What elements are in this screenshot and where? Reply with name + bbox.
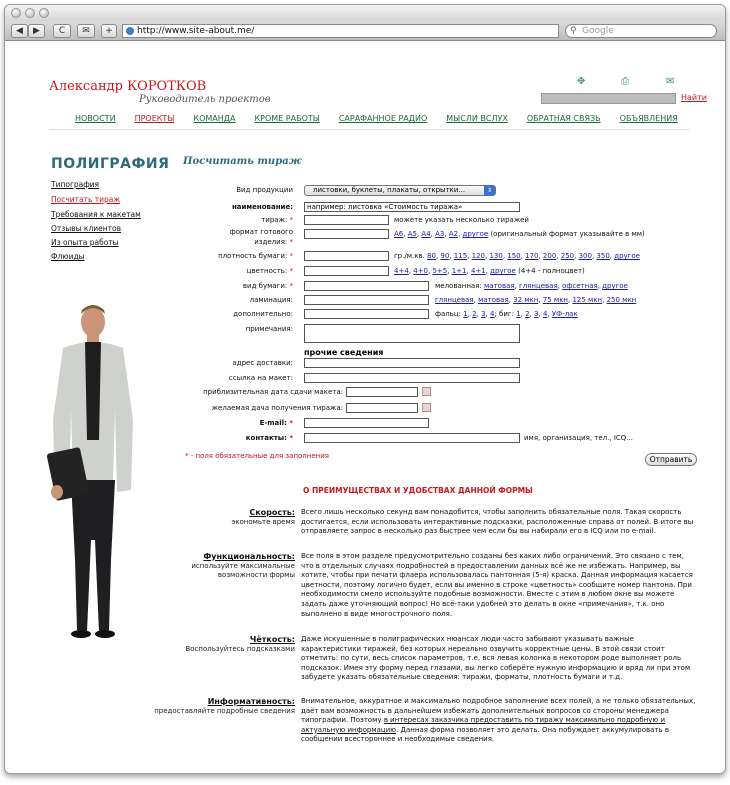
- contacts-input[interactable]: [304, 433, 520, 443]
- advantage-subheading: Воспользуйтесь подсказками: [185, 645, 295, 653]
- submit-button[interactable]: Отправить: [645, 453, 697, 466]
- format-a4[interactable]: А4: [421, 230, 431, 238]
- product-type-select[interactable]: [304, 185, 496, 196]
- fold-1[interactable]: 1: [463, 310, 468, 318]
- fold-2[interactable]: 2: [472, 310, 477, 318]
- paper-matte[interactable]: матовая: [484, 282, 515, 290]
- density-other[interactable]: другое: [614, 252, 640, 260]
- density-350[interactable]: 350: [596, 252, 610, 260]
- advantage-subheading: используйте максимальные возможности формы: [191, 562, 295, 579]
- home-icon[interactable]: ✥: [577, 76, 586, 87]
- minimize-window-button[interactable]: [25, 8, 35, 18]
- other-info-header: прочие сведения: [304, 348, 384, 357]
- globe-icon: [126, 27, 134, 35]
- paper-other[interactable]: другое: [602, 282, 628, 290]
- density-input[interactable]: [304, 251, 389, 261]
- search-placeholder: Google: [582, 26, 614, 36]
- format-label-2: изделия: *: [254, 238, 293, 246]
- advantage-text: Даже искушенные в полиграфических нюансах люди часто забывают указывать важные характеристики тиражей, без которых нереально озвучить корректные цены. В этой связи стоит отметить: по сути, весь список параметров, т.е. вся левая колонка в некотором роде выполняет роль подсказок. Имея эту форму перед глазами, вы легко соберёте нужную информацию и вряд ли при этом забудете указать обязательные сведения: тиражи, форматы, плотность бумаги и т.д.: [301, 635, 691, 682]
- comments-label: примечания:: [245, 325, 293, 333]
- address-bar[interactable]: [122, 24, 559, 38]
- due-date-label: приблизительная дата сдачи макета:: [203, 388, 343, 396]
- format-label: формат готового: [229, 228, 293, 236]
- name-input-value: например: листовка «Стоимость тиража»: [307, 203, 463, 211]
- find-link[interactable]: Найти: [681, 93, 707, 102]
- email-input[interactable]: [304, 418, 429, 428]
- run-note: можете указать несколько тиражей: [394, 216, 529, 224]
- search-icon: ⚲: [570, 26, 577, 36]
- browser-toolbar: [5, 21, 725, 41]
- sidebar-item-requirements[interactable]: Требования к макетам: [51, 210, 141, 219]
- crease-4[interactable]: 4: [542, 310, 548, 318]
- nav-projects[interactable]: ПРОЕКТЫ: [134, 114, 175, 123]
- advantage-subheading: предоставляйте подробные сведения: [154, 707, 295, 715]
- lam-matte[interactable]: матовая: [478, 296, 509, 304]
- format-other[interactable]: другое: [462, 230, 489, 238]
- paper-input[interactable]: [304, 281, 429, 291]
- lam-125[interactable]: 125 мкн: [572, 296, 603, 304]
- advantage-text: Всего лишь несколько секунд вам понадобится, чтобы заполнить обязательные поля. Такая скорость достигается, если использовать интерактивные подсказки, расположенные справа от полей. В итоге вы отправляете запрос в несколько раз быстрее чем если бы вы набирали его в ICQ или по e-mail.: [301, 508, 694, 536]
- lamination-options: глянцевая, матовая, 32 мкн, 75 мкн, 125 мкн, 250 мкн: [435, 296, 637, 304]
- add-bookmark-button[interactable]: +: [101, 24, 117, 38]
- advantage-heading: Скорость:: [249, 508, 295, 517]
- lam-250[interactable]: 250 мкн: [606, 296, 637, 304]
- calendar-icon[interactable]: [422, 403, 431, 412]
- advantage-heading: Функциональность:: [203, 552, 295, 561]
- crease-3[interactable]: 3: [534, 310, 539, 318]
- density-options: гр./м.кв. 80, 90, 115, 120, 130, 150, 170, 200, 250, 300, 350, другое: [394, 252, 640, 260]
- product-type-label: Вид продукции: [236, 186, 293, 194]
- paper-options: мелованная: матовая, глянцевая, офсетная, другое: [435, 282, 628, 290]
- format-a3[interactable]: А3: [435, 230, 445, 238]
- due-date-input[interactable]: [346, 387, 418, 397]
- format-a6[interactable]: А6: [394, 230, 404, 238]
- url-text: http://www.site-about.me/: [137, 26, 255, 36]
- density-130[interactable]: 130: [489, 252, 503, 260]
- page-content: [5, 42, 726, 774]
- crease-2[interactable]: 2: [525, 310, 530, 318]
- nav-ads[interactable]: ОБЪЯВЛЕНИЯ: [619, 114, 678, 123]
- density-80[interactable]: 80: [427, 252, 436, 260]
- receive-date-input[interactable]: [346, 403, 418, 413]
- advantage-text: Внимательное, аккуратное и максимально подробное заполнение всех полей, а не только обязательных, даёт вам возможность в дальнейшем избежать дополнительных вопросов со стороны менеджера типографии. Поэтому в интересах заказчика предоставить по тиражу максимально подробную и актуальную информацию. Данная форма позволяет это делать. Она побуждает аккумулировать в сообщении всестороннее и необходимые сведения.: [301, 697, 696, 744]
- email-label: E-mail: *: [259, 419, 293, 427]
- lam-glossy[interactable]: глянцевая: [435, 296, 474, 304]
- sidebar-item-reviews[interactable]: Отзывы клиентов: [51, 224, 122, 233]
- product-type-value: листовки, буклеты, плакаты, открытки...: [313, 186, 466, 194]
- sidebar-item-fluids[interactable]: Флюиды: [51, 252, 85, 261]
- main-nav: [75, 114, 697, 123]
- color-other[interactable]: другое: [490, 267, 516, 275]
- comments-textarea[interactable]: [304, 324, 520, 343]
- density-label: плотность бумаги: *: [218, 252, 293, 260]
- extra-input[interactable]: [304, 309, 429, 319]
- page-subtitle: Посчитать тираж: [183, 156, 302, 167]
- author-role: Руководитель проектов: [139, 94, 271, 105]
- layout-link-input[interactable]: [304, 373, 520, 383]
- required-fields-note: * - поля обязательные для заполнения: [185, 452, 330, 460]
- color-label: цветность: *: [246, 267, 293, 275]
- color-5-5[interactable]: 5+5: [432, 267, 448, 275]
- print-icon[interactable]: ⎙: [621, 76, 629, 87]
- close-window-button[interactable]: [11, 8, 21, 18]
- crease-1[interactable]: 1: [516, 310, 521, 318]
- paper-offset[interactable]: офсетная: [562, 282, 598, 290]
- site-search-input[interactable]: [541, 93, 676, 104]
- advantage-heading: Информативность:: [207, 697, 295, 706]
- nav-thoughts[interactable]: МЫСЛИ ВСЛУХ: [446, 114, 508, 123]
- lamination-label: ламинация:: [249, 296, 293, 304]
- density-120[interactable]: 120: [471, 252, 485, 260]
- sidebar-item-typography[interactable]: Типография: [51, 180, 100, 189]
- advantage-subheading: экономьте время: [231, 518, 295, 526]
- format-a5[interactable]: А5: [407, 230, 417, 238]
- header-divider: [49, 129, 689, 130]
- author-name: Александр КОРОТКОВ: [49, 79, 207, 94]
- sidebar-item-experience[interactable]: Из опыта работы: [51, 238, 119, 247]
- forward-button[interactable]: ▶: [28, 24, 45, 38]
- sidebar-item-calc[interactable]: Посчитать тираж: [51, 195, 121, 204]
- nav-besides-work[interactable]: КРОМЕ РАБОТЫ: [254, 114, 320, 123]
- browser-window: [4, 4, 726, 774]
- density-90[interactable]: 90: [440, 252, 450, 260]
- density-170[interactable]: 170: [525, 252, 539, 260]
- format-options: А6, А5, А4, А3, А2, другое (оригинальный формат указывайте в мм): [394, 230, 645, 238]
- run-input[interactable]: [304, 215, 389, 225]
- color-input[interactable]: [304, 266, 389, 276]
- title-bar: [5, 5, 725, 21]
- density-250[interactable]: 250: [560, 252, 575, 260]
- layout-link-label: ссылка на макет:: [228, 374, 293, 382]
- extra-label: дополнительно:: [233, 310, 293, 318]
- reload-button[interactable]: C: [53, 24, 71, 38]
- density-300[interactable]: 300: [578, 252, 592, 260]
- advantages-title: О ПРЕИМУЩЕСТВАХ И УДОБСТВАХ ДАННОЙ ФОРМЫ: [303, 486, 533, 495]
- name-input[interactable]: [304, 202, 520, 212]
- mail-icon[interactable]: ✉: [666, 76, 675, 87]
- zoom-window-button[interactable]: [39, 8, 49, 18]
- color-1-1[interactable]: 1+1: [451, 267, 467, 275]
- advantage-heading: Чёткость:: [249, 635, 295, 644]
- nav-news[interactable]: НОВОСТИ: [75, 114, 116, 123]
- bookmark-icon[interactable]: ✉: [77, 24, 95, 38]
- density-115[interactable]: 115: [453, 252, 468, 260]
- nav-feedback[interactable]: ОБРАТНАЯ СВЯЗЬ: [526, 114, 601, 123]
- paper-label: вид бумаги: *: [242, 282, 293, 290]
- lam-75[interactable]: 75 мкн: [542, 296, 568, 304]
- paper-glossy[interactable]: глянцевая: [519, 282, 558, 290]
- extra-options: фальц: 1, 2, 3, 4; биг: 1, 2, 3, 4, УФ-лак: [435, 310, 578, 318]
- color-4-0[interactable]: 4+0: [413, 267, 429, 275]
- receive-date-label: желаемая дача получения тиража:: [211, 404, 343, 412]
- fold-4[interactable]: 4: [490, 310, 495, 318]
- color-4-1[interactable]: 4+1: [470, 267, 486, 275]
- run-label: тираж: *: [261, 216, 293, 224]
- search-field[interactable]: [565, 24, 717, 38]
- nav-word-of-mouth[interactable]: САРАФАННОЕ РАДИО: [338, 114, 428, 123]
- density-150[interactable]: 150: [507, 252, 521, 260]
- name-label: наименование:: [231, 203, 293, 211]
- format-input[interactable]: [304, 229, 389, 239]
- chevron-down-icon: ⇕: [484, 185, 495, 196]
- back-button[interactable]: ◀: [11, 24, 28, 38]
- contacts-label: контакты: *: [245, 434, 293, 442]
- address-input[interactable]: [304, 358, 520, 368]
- color-options: 4+4, 4+0, 5+5, 1+1, 4+1, другое (4+4 - полноцвет): [394, 267, 585, 275]
- nav-team[interactable]: КОМАНДА: [193, 114, 236, 123]
- contacts-note: имя, организация, тел., ICQ...: [524, 434, 633, 442]
- color-4-4[interactable]: 4+4: [394, 267, 409, 275]
- lam-32[interactable]: 32 мкн: [513, 296, 539, 304]
- lamination-input[interactable]: [304, 295, 429, 305]
- address-label: адрес доставки:: [232, 359, 293, 367]
- fold-3[interactable]: 3: [481, 310, 486, 318]
- advantage-text: Все поля в этом разделе предусмотрительно созданы без каких либо ограничений. Это связано с тем, что в отдельных случаях подробностей в предоставлении данных всё же не избежать. Например, вы хотите, чтобы при печати флаера использовалась пантонная (5-я) краска. Данная информация касается цветности, поэтому логично будет, если вы именно в строке «цветность» сообщите номер пантона. При необходимости смело используйте подобные возможности. Вместе с этим в любом окне вы можете задать даже уточняющий вопрос! Но всё-таки удобней это делать в окне «примечания», т.к. оно выполнено в виде многострочного поля.: [301, 552, 693, 618]
- advantage-emphasis: в интересах заказчика предоставить по тиражу максимально подробную и актуальную информацию: [301, 716, 666, 734]
- section-title: ПОЛИГРАФИЯ: [51, 156, 170, 172]
- density-200[interactable]: 200: [542, 252, 557, 260]
- calendar-icon[interactable]: [422, 387, 431, 396]
- format-a2[interactable]: А2: [448, 230, 459, 238]
- uv-lacquer[interactable]: УФ-лак: [551, 310, 578, 318]
